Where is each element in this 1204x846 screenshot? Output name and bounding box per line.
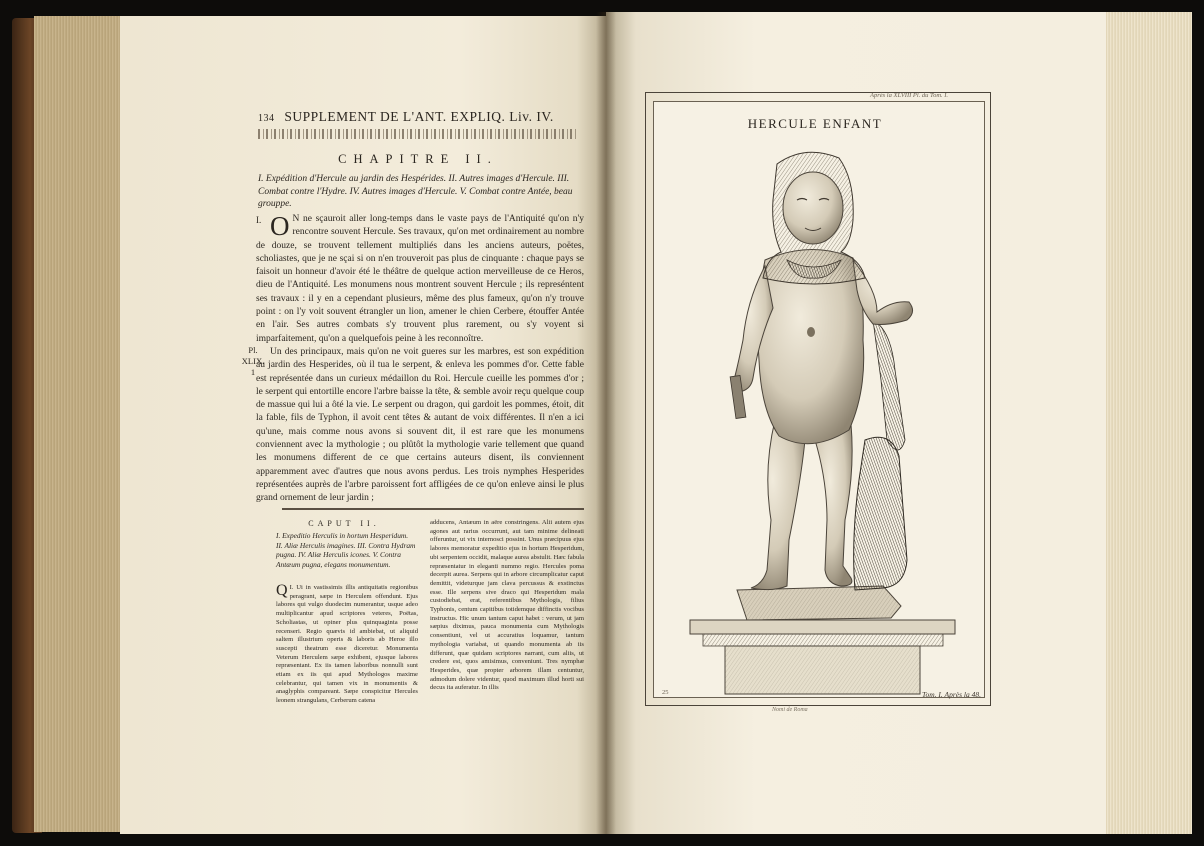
drop-cap: O — [270, 211, 290, 241]
latin-column-2: adducens, Antæum in aëre constringens. Alii autem ejus agones aut rarius occurrunt, aut tam minime delineati offeruntur, ut vix internosci possint. Unus præcipuus ejus labores memoratur expeditio ejus in hortum Hesperidum, ubi serpentem occidit, malaque aurea abstulit. Hæc fabula repræsentatur in eleganti nummo regio. Hercules poma decerpit aurea. Serpens qui in arbore circumplicatur caput demittit, videturque jam clava percussus & exstinctus esse. Ille serpens sive draco qui Hesperidum mala custodiebat, erat, referentibus Mythologis, filius Typhonis, centum capitibus totidemque diffinctis vocibus instructus. Hic unum tantum caput habet : verum, ut jam sæpius diximus, pauca monumenta cum Mythologis consentiunt, vel ut accuratius loquamur, tantum mythologia variabat, ut quando monumenta ab iis differunt, quæ quidam scriptores narrant, cum aliis, ut credere est, quos amisimus, conveniunt. Tres nymphæ Hesperides, quæ propter arborem illam centuntur, admodum dolere videntur, quod maximum illud horti sui decus ita auferatur. In illis — [430, 519, 584, 692]
latin-heading: CAPUT II. — [308, 519, 380, 528]
plate-tome-reference: Tom. I. Après la 48. — [922, 690, 981, 699]
paragraph-1: N ne sçauroit aller long-temps dans le vaste pays de l'Antiquité qu'on n'y rencontre souvent Hercule. Ses travaux, qu'on met ordinairement au nombre de douze, se trouvent tellement multipliés dans les anciens auteurs, poëtes, scholiastes, que je ne sçai si on n'en trouveroit pas plus de cinquante : chaque pays se faisoit un honneur d'avoir été le théâtre de quelque action merveilleuse de ce Heros, dieu de l'Antiquité. Les monumens nous montrent souvent Hercule ; ils represéntent ses travaux : il y en a cependant plusieurs, même des plus fameux, qu'on n'y trouve point : on l'y voit souvent étrangler un lion, amener le chien Cerbere, étouffer Antée en l'air. Ses autres combats s'y trouvent plus rarement, ou s'y voyent si imparfaitement, qu'on a quelquefois peine à les reconnoître. — [256, 214, 584, 344]
plate-reference: Après la XLVIII Pl. du Tom. I. — [870, 92, 949, 99]
latin-summary: I. Expeditio Herculis in hortum Hesperidum. II. Aliæ Herculis imagines. III. Contra Hydram pugna. IV. Aliæ Herculis icones. V. Contra Antæum pugna, elegans monumentum. — [276, 531, 416, 569]
margin-note-line: XLIX. — [241, 356, 265, 366]
chapter-summary: I. Expédition d'Hercule au jardin des Hespérides. II. Autres images d'Hercule. III. Combat contre l'Hydre. IV. Autres images d'Hercule. V. Combat contre Antée, beau grouppe. — [258, 174, 573, 209]
margin-note — [241, 345, 265, 378]
navel — [807, 327, 815, 337]
plate-title: HERCULE ENFANT — [747, 116, 883, 131]
paragraph-number: I. — [256, 215, 262, 225]
page-number: 134 — [258, 113, 275, 124]
statue-head — [763, 152, 865, 284]
statue-legs — [751, 420, 852, 590]
ornament-band — [258, 129, 578, 139]
divider-rule — [282, 508, 584, 510]
chapter-title: CHAPITRE II. — [338, 152, 498, 166]
latin-column-1-text: I. Ui in vastissimis illis antiquitatis regionibus peragrant, sæpe in Herculem offendunt. Ejus labores qui vulgo duodecim numerantur, usque adeo multiplicantur apud scriptores veteres, Poëtas, Scholiastas, ut opiner plus quinquaginta posse recenseri. Regio quævis id ambiebat, ut aliquid saltem illustrium operis & laboris ab Heroe illo suscepti theatrum esse diceretur. Monumenta Veterum Herculem sæpe exhibent, ejusque labores repræsentant. Ex iis tamen laboribus nonnulli sunt etiam ex iis qui apud Mythologos maxime celebrantur, qui tamen vix in monumentis & anaglyphis compareant. Sæpe conspicitur Hercules leonem strangulans, Cerberum catena — [276, 584, 418, 705]
running-head-title: SUPPLEMENT DE L'ANT. EXPLIQ. Liv. IV. — [284, 109, 554, 124]
open-book — [12, 12, 1192, 834]
page-edges-left — [34, 16, 132, 832]
latin-column-1 — [276, 584, 418, 706]
paragraph-2: Un des principaux, mais qu'on ne voit gueres sur les marbres, est son expédition au jardin des Hesperides, où il tua le serpent, & enleva les pommes d'or. Cette fable est représentée dans un curieux médaillon du Roi. Hercule cueille les pommes d'or ; le serpent qui entortille encore l'arbre baisse la tête, & semble avoir reçu quelque coup de massue qui lui a ôté la vie. Le serpent ou dragon, qui gardoit les pommes, étoit, dit la fable, fils de Typhon, il avoit cent têtes & autant de voix différentes. Il n'en a ici qu'une, mais comme nous avons si souvent dit, il est rare que les monumens conviennent avec la mythologie ; ou plûtôt la mythologie varie tellement que quand les monumens different de ce que certains auteurs disent, ils conviennent apparemment avec d'autres que nous avons perdus. Les trois nymphes Hesperides représentées auprès de l'arbre paroissent fort affligées de ce qu'on enleve ainsi le plus grand ornement de leur jardin ; — [256, 346, 585, 504]
statue-engraving — [655, 140, 981, 695]
plate-corner-mark: 25 — [662, 689, 669, 696]
running-head — [258, 109, 554, 125]
page-edges-right — [1104, 12, 1192, 834]
pedestal — [690, 586, 955, 694]
engraver-note: Nomi de Roma — [772, 707, 808, 713]
french-body-text — [256, 213, 584, 506]
margin-note-line: Pl. — [248, 345, 258, 355]
latin-drop-cap: Q — [276, 582, 288, 599]
book-gutter — [596, 12, 616, 834]
margin-note-line: 1 — [250, 367, 256, 377]
